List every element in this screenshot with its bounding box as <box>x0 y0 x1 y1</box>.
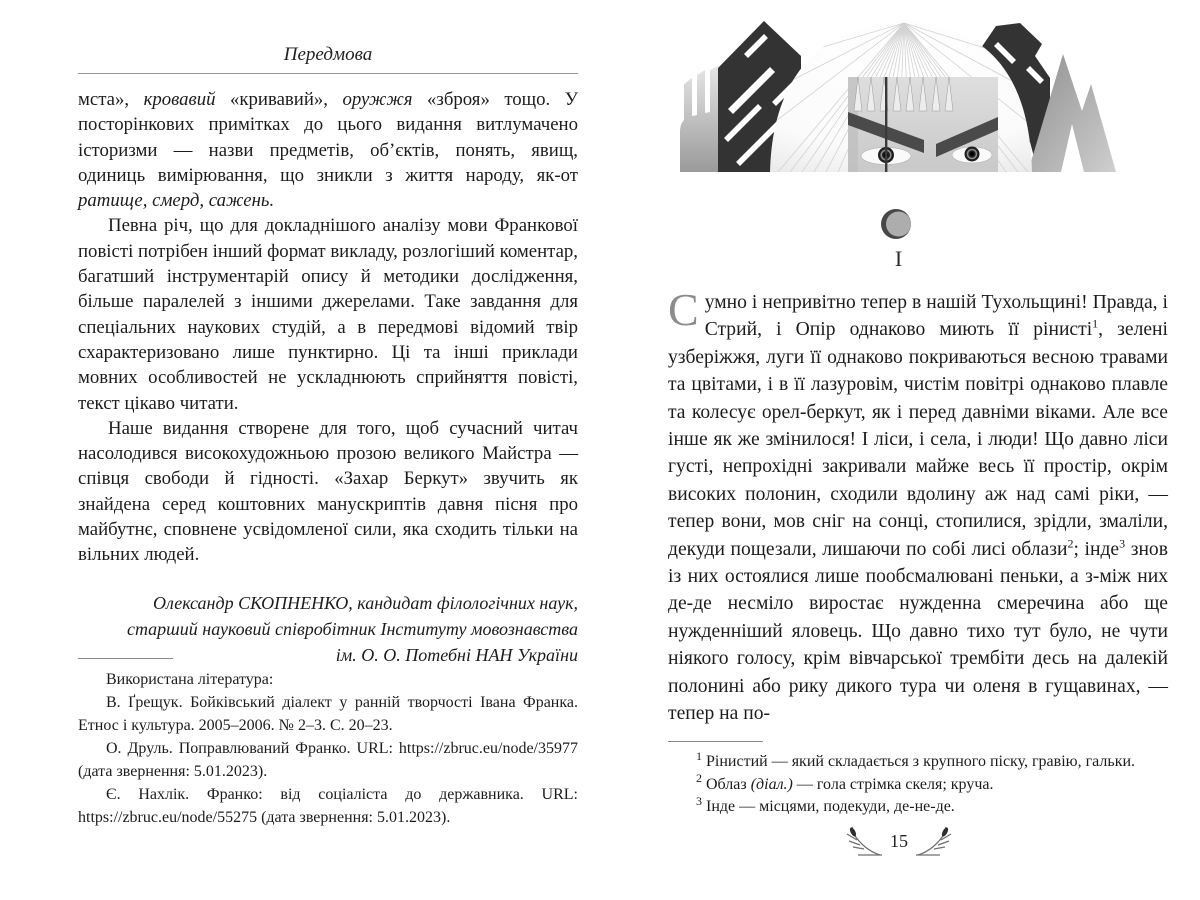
left-page <box>78 0 578 900</box>
crescent-moon-icon <box>880 206 916 242</box>
footnote-ref: 3 <box>1119 536 1126 551</box>
text-run: , зелені узберіжжя, луги її однаково покриваються весною травами та цвітами, і в її лазуровім, чистім повітрі однаково плавле та колесує орел-беркут, як і перед давніми віками. Але все інше як же змінилося! І ліси, і села, і люди! Що давно ліси густі, непрохідні закривали майже весь її простір, окрім високих полонин, сходили вдолину аж над самі ріки, — тепер вони, мов сніг на сонці, стопилися, зрідли, змаліли, декуди пощезали, лишаючи по собі лисі облази <box>668 319 1168 560</box>
footnotes <box>668 741 1168 819</box>
bibliography-item: О. Друль. Поправлюваний Франко. URL: https://zbruc.eu/node/35977 (дата звернення: 5.01.2023). <box>78 740 578 780</box>
footnote-text <box>706 753 1135 770</box>
text-run: Облаз <box>706 775 751 793</box>
italic-run: кровавий <box>143 89 216 110</box>
paragraph <box>668 284 1168 728</box>
footnote-marker: 2 <box>696 771 702 786</box>
bibliography-footnotes <box>78 658 578 829</box>
text-run: Рінистий — який складається з крупного піску, гравію, гальки. <box>706 753 1136 770</box>
paragraph: Певна річ, що для докладнішого аналізу мови Франкової повісті потрібен інший формат викладу, розлогіший коментар, багатший інструментарій опису й методики дослідження, більше паралелей з іншими джерелами. Таке завдання для спеціальних наукових студій, а в передмові відомий твір схарактеризовано лише пунктирно. Ці та інші приклади мовних особливостей не ускладнюють сприйняття повісті, текст цікаво читати. <box>78 215 579 414</box>
running-head: Передмова <box>283 44 373 65</box>
text-run: «зброя» тощо. У посторінкових примітках до цього видання витлумачено історизми — назви предметів, об’єктів, понять, явищ, одиниць вимірювання, що зникли з життя народу, як-от <box>78 89 579 186</box>
page-number: 15 <box>890 831 908 851</box>
footnote-ref: 1 <box>1092 316 1099 331</box>
bibliography-item: Є. Нахлік. Франко: від соціаліста до державника. URL: https://zbruc.eu/node/55275 (дата звернення: 5.01.2023). <box>78 786 578 826</box>
illustration-svg <box>678 14 1138 172</box>
text-run: ; інде <box>1073 538 1120 560</box>
right-page <box>668 0 1168 900</box>
signature-line: старший науковий співробітник Інституту мовознавства <box>126 618 578 639</box>
footnote-ref: 2 <box>1067 536 1074 551</box>
text-run: умно і непривітно тепер в нашій Тухольщині! Правда, і Стрий, і Опір однаково миють її рінисті <box>704 292 1168 341</box>
signature-line: ім. О. О. Потебні НАН України <box>335 644 578 665</box>
footnote-rule <box>668 741 763 742</box>
author-signature <box>78 590 578 668</box>
footnote <box>668 793 1168 819</box>
signature-line: Олександр СКОПНЕНКО, кандидат філологічних наук, <box>152 592 578 613</box>
footnote-text <box>706 776 993 793</box>
footnote-text <box>706 798 955 815</box>
text-run: — гола стрімка скеля; круча. <box>792 775 994 793</box>
italic-run: (діал.) <box>750 775 793 793</box>
chapter-illustration <box>678 14 1138 172</box>
text-run: знов із них остоялися лише пообсмалювані пеньки, а з-між них де-де несміло виростає нужденна смеречина або ще нужденніший яловець. Що давно тихо тут було, не чути ніякого голосу, крім вівчарської трембіти десь на далекій полонині або рику дикого тура чи оленя в гущавинах, — тепер на по- <box>668 538 1168 725</box>
face-center-line <box>885 77 887 172</box>
paragraph <box>78 87 578 213</box>
header-rule <box>78 73 578 74</box>
italic-run: оружжя <box>342 89 413 110</box>
footnote-marker: 3 <box>696 793 702 808</box>
face-icon <box>848 77 998 172</box>
dropcap-initial: С <box>668 284 699 335</box>
chapter-body <box>668 284 1168 728</box>
chapter-numeral: I <box>894 246 904 271</box>
footnote <box>668 748 1168 774</box>
wheat-sprig-icon <box>916 826 956 858</box>
footnote-marker: 1 <box>696 748 702 763</box>
wheat-sprig-icon <box>842 826 882 858</box>
italic-run: ратище, смерд, сажень. <box>78 190 275 212</box>
text-run: Інде — місцями, подекуди, де-не-де. <box>706 798 955 815</box>
right-eye <box>952 147 992 164</box>
preface-body <box>78 87 578 568</box>
text-run: мста», <box>78 89 144 110</box>
paragraph: Наше видання створене для того, щоб сучасний читач насолодився високохудожньою прозою великого Майстра — співця свободи й гідності. «Захар Беркут» звучить як знайдена серед коштовних манускриптів давня пісня про майбутнє, сповнене усвідомленої сили, яка сходить тільки на вільних людей. <box>78 417 578 566</box>
text-run: «кривавий», <box>215 89 343 110</box>
bibliography-item: В. Ґрещук. Бойківський діалект у ранній творчості Івана Франка. Етнос і культура. 2005–2006. № 2–3. С. 20–23. <box>78 694 578 734</box>
footnote-rule <box>78 658 173 659</box>
footnote <box>668 771 1168 797</box>
page-number-ornament <box>668 826 1130 858</box>
bibliography-intro: Використана література: <box>106 671 274 688</box>
